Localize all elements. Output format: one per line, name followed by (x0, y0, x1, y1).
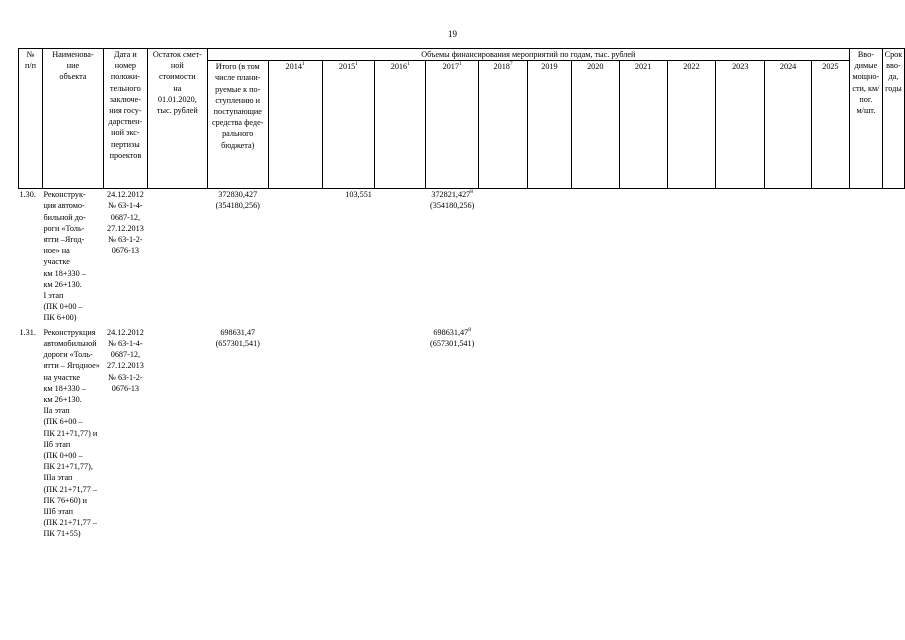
header-year-2019: 2019 (528, 61, 572, 189)
header-total: Итого (в том числе плани- руемые к по- ступлению и поступающие средства феде- рального бюджета) (207, 61, 268, 189)
row-num: 1.30. (19, 190, 36, 200)
row-2017-value: 698631,47$^8$ (657301,541) (430, 326, 475, 348)
table-row (19, 327, 905, 557)
row-2014-value (268, 327, 322, 557)
row-expertise-date: 24.12.2012 № 63-1-4- 0687-12, 27.12.2013 № 63-1-2- 0676-13 (106, 327, 144, 393)
row-total-value: 698631,47 (657301,541) (215, 327, 260, 348)
row-2019-value (528, 327, 572, 557)
header-year-2024: 2024 (765, 61, 812, 189)
header-name: Наименова- ние объекта (42, 49, 103, 189)
row-2019-value (528, 189, 572, 327)
row-2020-value (571, 189, 619, 327)
header-year-2015: 2015$^1$ (322, 61, 375, 189)
header-year-2017: 2017$^1$ (426, 61, 479, 189)
row-num: 1.31. (19, 327, 36, 337)
row-2015-value: 103,551 (345, 190, 372, 200)
row-expertise-date: 24.12.2012 № 63-1-4- 0687-12, 27.12.2013 № 63-1-2- 0676-13 (106, 190, 144, 256)
funding-table (18, 48, 905, 557)
row-2015-value (322, 327, 375, 557)
row-2014-value (268, 189, 322, 327)
header-year-2016: 2016$^1$ (375, 61, 426, 189)
row-2025-value (812, 189, 850, 327)
row-2022-value (667, 189, 716, 327)
header-date: Дата и номер положи- тельного заключе- ния госу- дарствен- ной экс- пертизы проектов (103, 49, 147, 189)
row-2024-value (765, 327, 812, 557)
header-year-2014: 2014$^1$ (268, 61, 322, 189)
header-year-2018: 2018$^7$ (479, 61, 528, 189)
row-term-value (882, 327, 904, 557)
row-2023-value (716, 189, 765, 327)
row-2016-value (375, 327, 426, 557)
row-2023-value (716, 327, 765, 557)
row-capacity-value (849, 189, 882, 327)
row-2024-value (765, 189, 812, 327)
row-2017-value: 372821,427$^8$ (354180,256) (430, 189, 475, 211)
header-year-2020: 2020 (571, 61, 619, 189)
row-capacity-value (849, 327, 882, 557)
header-num: № п/п (19, 49, 43, 189)
row-2018-value (479, 189, 528, 327)
row-rest-value (147, 189, 207, 327)
row-object-name: Реконструк- ция автомо- бильной до- роги «Толь- ятти –Ягод- ное» на участке км 18+330 – км 26+130. I этап (ПК 0+00 – ПК 6+00) (43, 190, 86, 323)
row-2018-value (479, 327, 528, 557)
header-year-2021: 2021 (619, 61, 667, 189)
header-capacity: Вво- димые мощно- сти, км/ пог. м/шт. (849, 49, 882, 189)
header-funding-group: Объемы финансирования мероприятий по годам, тыс. рублей (207, 49, 849, 61)
row-total-value: 372830,427 (354180,256) (215, 190, 260, 211)
table-row (19, 189, 905, 327)
header-year-2023: 2023 (716, 61, 765, 189)
row-object-name: Реконструкция автомобильной дороги «Толь- ятти – Ягодное» на участке км 18+330 – км 26+130. IIa этап (ПК 6+00 – ПК 21+71,77) и IIб этап (ПК 0+00 – ПК 21+71,77), IIIa этап (ПК 21+71,77 – ПК 76+60) и IIIб этап (ПК 21+71,77 – ПК 71+55) (43, 327, 100, 539)
header-rest: Остаток смет- ной стоимости на 01.01.2020, тыс. рублей (147, 49, 207, 189)
header-term: Срок вво- да, годы (882, 49, 904, 189)
row-2021-value (619, 327, 667, 557)
row-2022-value (667, 327, 716, 557)
row-2016-value (375, 189, 426, 327)
header-year-2022: 2022 (667, 61, 716, 189)
row-2021-value (619, 189, 667, 327)
row-2025-value (812, 327, 850, 557)
row-rest-value (147, 327, 207, 557)
row-term-value (882, 189, 904, 327)
page-number: 19 (448, 29, 457, 39)
header-year-2025: 2025 (812, 61, 850, 189)
row-2020-value (571, 327, 619, 557)
